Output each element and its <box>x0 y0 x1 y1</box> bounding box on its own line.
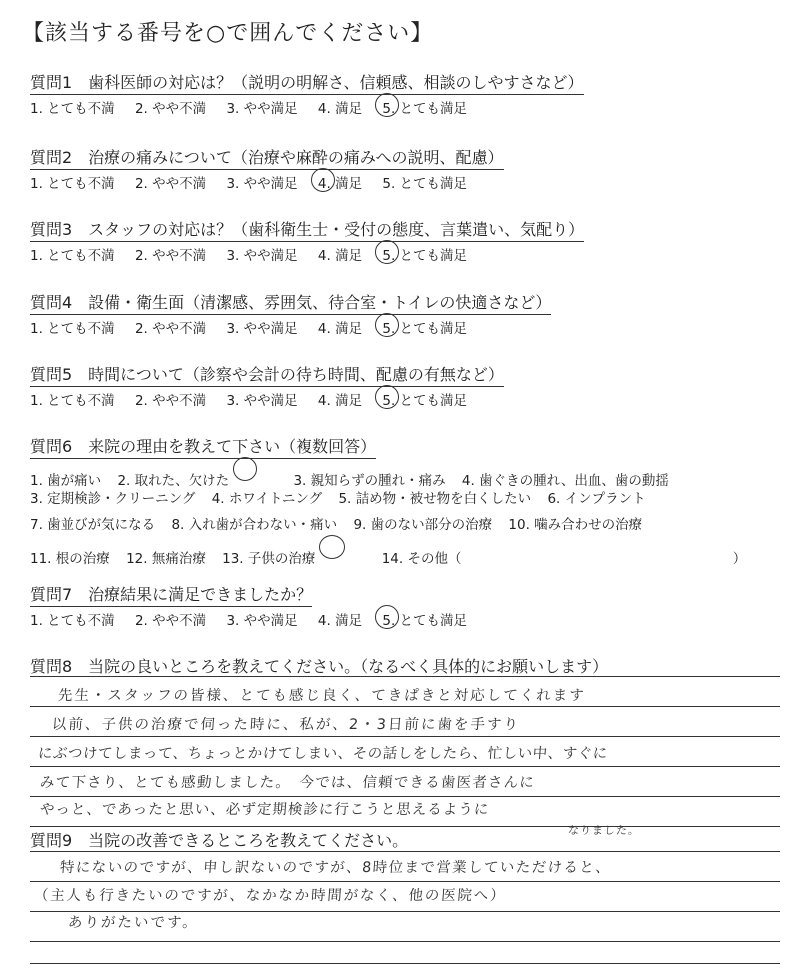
q6-option-9[interactable]: 9. 歯のない部分の治療 <box>353 517 493 533</box>
q6-option-11[interactable]: 11. 根の治療 <box>30 551 110 567</box>
q6-option-row2-1[interactable]: 3. 定期検診・クリーニング <box>30 491 196 507</box>
question-8-heading: 質問8 当院の良いところを教えてください。（なるべく具体的にお願いします） <box>30 657 609 676</box>
question-5-options <box>30 389 483 409</box>
q6-option-row2-2[interactable]: 4. ホワイトニング <box>211 491 323 507</box>
q6-option-7[interactable]: 7. 歯並びが気になる <box>30 517 156 533</box>
question-9-heading: 質問9 当院の改善できるところを教えてください。 <box>30 831 409 850</box>
q6-option-3[interactable]: 3. 親知らずの腫れ・痛み <box>293 473 446 489</box>
question-1-options <box>30 97 483 117</box>
selected-circle <box>233 457 257 481</box>
question-4-heading: 質問4 設備・衛生面（清潔感、雰囲気、待合室・トイレの快適さなど） <box>30 290 551 315</box>
q4-option-4[interactable]: 4. 満足 <box>317 321 363 337</box>
q8-handwritten-extra: なりました。 <box>567 824 641 837</box>
question-6-row-3 <box>30 513 654 533</box>
q6-option-13[interactable]: 13. 子供の治療 <box>222 539 365 567</box>
question-6-row-1 <box>30 461 681 489</box>
question-6-heading: 質問6 来院の理由を教えて下さい（複数回答） <box>30 434 376 459</box>
q6-option-10[interactable]: 10. 噛み合わせの治療 <box>508 517 643 533</box>
q7-option-4[interactable]: 4. 満足 <box>317 613 363 629</box>
question-4-options <box>30 317 483 337</box>
q7-option-2[interactable]: 2. やや不満 <box>134 613 207 629</box>
q8-handwritten-line-2: 以前、子供の治療で伺った時に、私が、2・3日前に歯を手すり <box>51 717 521 733</box>
q2-option-4[interactable]: 4. 満足 <box>318 172 362 192</box>
q2-option-2[interactable]: 2. やや不満 <box>134 176 207 192</box>
q1-option-5[interactable]: 5. とても満足 <box>382 97 467 117</box>
q7-option-1[interactable]: 1. とても不満 <box>30 613 115 629</box>
q2-option-3[interactable]: 3. やや満足 <box>226 176 298 192</box>
q4-option-5[interactable]: 5. とても満足 <box>382 317 467 337</box>
q5-option-2[interactable]: 2. やや不満 <box>134 393 207 409</box>
q5-option-3[interactable]: 3. やや満足 <box>226 393 298 409</box>
page-title: 【該当する番号を○で囲んでください】 <box>22 21 434 46</box>
q1-option-4[interactable]: 4. 満足 <box>317 101 363 117</box>
q5-option-1[interactable]: 1. とても不満 <box>30 393 115 409</box>
q8-handwritten-line-5: やっと、であったと思い、必ず定期検診に行こうと思えるように <box>39 802 490 818</box>
q5-option-5[interactable]: 5. とても満足 <box>382 389 467 409</box>
question-3-heading: 質問3 スタッフの対応は？（歯科衛生士・受付の態度、言葉遣い、気配り） <box>30 217 584 242</box>
q6-option-8[interactable]: 8. 入れ歯が合わない・痛い <box>171 517 338 533</box>
q6-option-2[interactable]: 2. 取れた、欠けた <box>117 461 277 489</box>
q6-option-row2-3[interactable]: 5. 詰め物・被せ物を白くしたい <box>338 491 532 507</box>
question-7-options <box>30 609 483 629</box>
q4-option-1[interactable]: 1. とても不満 <box>30 321 115 337</box>
q9-handwritten-line-2: （主人も行きたいのですが、なかなか時間がなく、他の医院へ） <box>33 888 507 904</box>
q8-handwritten-line-4: みて下さり、とても感動しました。 今では、信頼できる歯医者さんに <box>39 775 536 791</box>
q6-option-1[interactable]: 1. 歯が痛い <box>30 473 102 489</box>
q5-option-4[interactable]: 4. 満足 <box>317 393 363 409</box>
question-1-heading: 質問1 歯科医師の対応は？（説明の明解さ、信頼感、相談のしやすさなど） <box>30 70 584 95</box>
q6-option-14[interactable]: 14. その他（ <box>381 551 462 567</box>
question-2-heading: 質問2 治療の痛みについて（治療や麻酔の痛みへの説明、配慮） <box>30 145 504 170</box>
q6-option-row2-4[interactable]: 6. インプラント <box>547 491 646 507</box>
question-5-heading: 質問5 時間について（診察や会計の待ち時間、配慮の有無など） <box>30 362 504 387</box>
q2-option-1[interactable]: 1. とても不満 <box>30 176 115 192</box>
q3-option-5[interactable]: 5. とても満足 <box>382 244 467 264</box>
question-3-options <box>30 244 483 264</box>
q7-option-3[interactable]: 3. やや満足 <box>226 613 298 629</box>
selected-circle <box>319 535 345 559</box>
q2-option-5[interactable]: 5. とても満足 <box>382 176 468 192</box>
q6-option-4[interactable]: 4. 歯ぐきの腫れ、出血、歯の動揺 <box>461 473 669 489</box>
q9-handwritten-line-3: ありがたいです。 <box>67 915 200 931</box>
q3-option-4[interactable]: 4. 満足 <box>317 248 363 264</box>
q1-option-2[interactable]: 2. やや不満 <box>134 101 207 117</box>
q4-option-3[interactable]: 3. やや満足 <box>226 321 298 337</box>
question-2-options <box>30 172 483 192</box>
q8-handwritten-line-1: 先生・スタッフの皆様、とても感じ良く、てきぱきと対応してくれます <box>57 688 587 704</box>
q4-option-2[interactable]: 2. やや不満 <box>134 321 207 337</box>
q1-option-1[interactable]: 1. とても不満 <box>30 101 115 117</box>
q6-option-12[interactable]: 12. 無痛治療 <box>126 551 206 567</box>
q9-handwritten-line-1: 特にないのですが、申し訳ないのですが、8時位まで営業していただけると、 <box>59 860 612 876</box>
selected-circle <box>311 168 335 192</box>
q3-option-3[interactable]: 3. やや満足 <box>226 248 298 264</box>
question-6-row-4 <box>30 539 758 567</box>
question-6-row-2 <box>30 487 658 507</box>
q8-handwritten-line-3: にぶつけてしまって、ちょっとかけてしまい、その話しをしたら、忙しい中、すぐに <box>37 746 609 762</box>
question-7-heading: 質問7 治療結果に満足できましたか？ <box>30 582 312 607</box>
q6-other-close: ） <box>732 551 747 567</box>
q7-option-5[interactable]: 5. とても満足 <box>382 609 467 629</box>
q3-option-2[interactable]: 2. やや不満 <box>134 248 207 264</box>
q1-option-3[interactable]: 3. やや満足 <box>226 101 298 117</box>
q3-option-1[interactable]: 1. とても不満 <box>30 248 115 264</box>
